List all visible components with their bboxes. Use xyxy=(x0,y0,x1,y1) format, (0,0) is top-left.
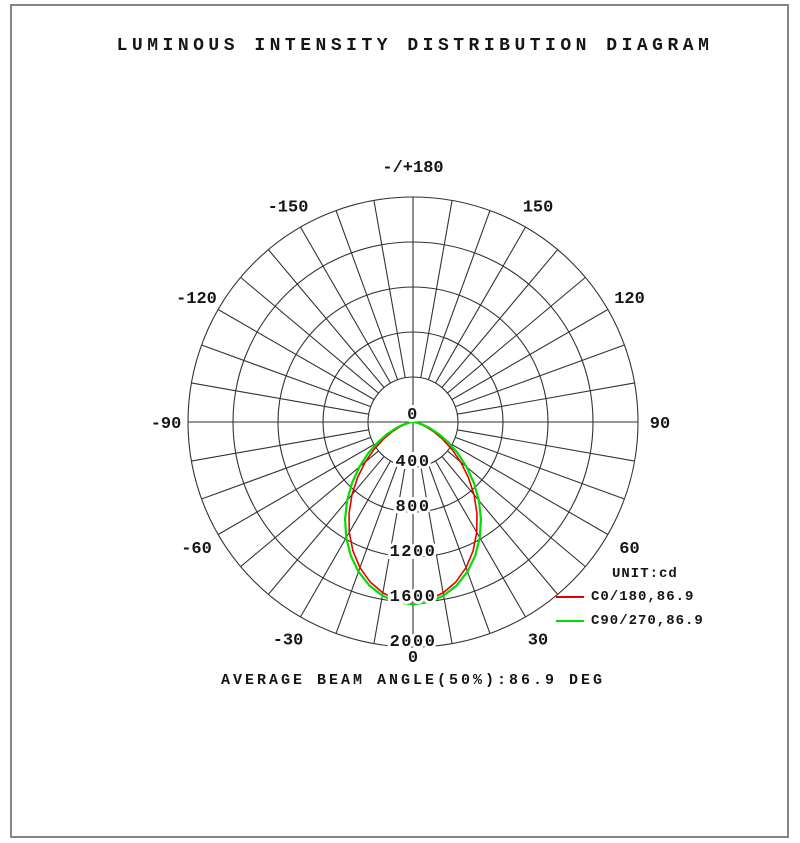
grid-spoke xyxy=(455,437,624,499)
grid-spoke xyxy=(202,437,371,499)
ring-label: 1200 xyxy=(389,543,437,562)
legend-entry-label: C0/180,86.9 xyxy=(591,589,695,605)
legend-unit-label: UNIT:cd xyxy=(612,566,678,582)
grid-spoke xyxy=(191,430,368,461)
grid-spoke xyxy=(268,250,384,388)
diagram-title: LUMINOUS INTENSITY DISTRIBUTION DIAGRAM xyxy=(116,36,714,56)
angle-label: 0 xyxy=(407,649,419,668)
grid-spoke xyxy=(374,200,405,377)
grid-spoke xyxy=(457,383,634,414)
angle-label: 90 xyxy=(649,415,671,434)
ring-label: 2000 xyxy=(389,633,437,652)
grid-spoke xyxy=(442,456,558,594)
legend-entry-c90-270 xyxy=(556,612,756,630)
angle-label: 60 xyxy=(619,540,640,559)
angle-label: 120 xyxy=(614,290,645,309)
legend-entry-c0-180 xyxy=(556,588,756,606)
grid-spoke xyxy=(268,456,384,594)
angle-label: -/+180 xyxy=(382,159,444,178)
grid-spoke xyxy=(442,250,558,388)
grid-spoke xyxy=(428,464,490,633)
grid-spoke xyxy=(241,277,379,393)
grid-spoke xyxy=(421,200,452,377)
grid-spoke xyxy=(447,277,585,393)
angle-label: -30 xyxy=(272,631,304,651)
grid-spoke xyxy=(455,345,624,407)
legend-swatch-red-line xyxy=(556,596,584,598)
grid-spoke xyxy=(457,430,634,461)
legend xyxy=(556,566,756,630)
ring-label: 1600 xyxy=(389,588,437,607)
grid-spoke xyxy=(336,211,398,380)
average-beam-angle-note: AVERAGE BEAM ANGLE(50%):86.9 DEG xyxy=(220,672,606,689)
grid-spoke xyxy=(452,310,608,400)
grid-spoke xyxy=(202,345,371,407)
grid-spoke xyxy=(436,227,526,383)
legend-entry-label: C90/270,86.9 xyxy=(591,613,704,629)
grid-spoke xyxy=(336,464,398,633)
angle-label: 150 xyxy=(522,198,554,218)
angle-label: -120 xyxy=(176,290,217,309)
angle-label: -60 xyxy=(181,540,212,559)
angle-label: 30 xyxy=(527,631,549,651)
ring-label: 400 xyxy=(395,453,431,472)
angle-label: -90 xyxy=(150,415,182,434)
grid-spoke xyxy=(428,211,490,380)
grid-spoke xyxy=(301,227,391,383)
grid-spoke xyxy=(218,310,374,400)
ring-label: 0 xyxy=(407,406,419,425)
angle-label: -150 xyxy=(267,198,309,218)
grid-spoke xyxy=(191,383,368,414)
legend-swatch-green-line xyxy=(556,620,584,622)
ring-label: 800 xyxy=(395,498,431,517)
